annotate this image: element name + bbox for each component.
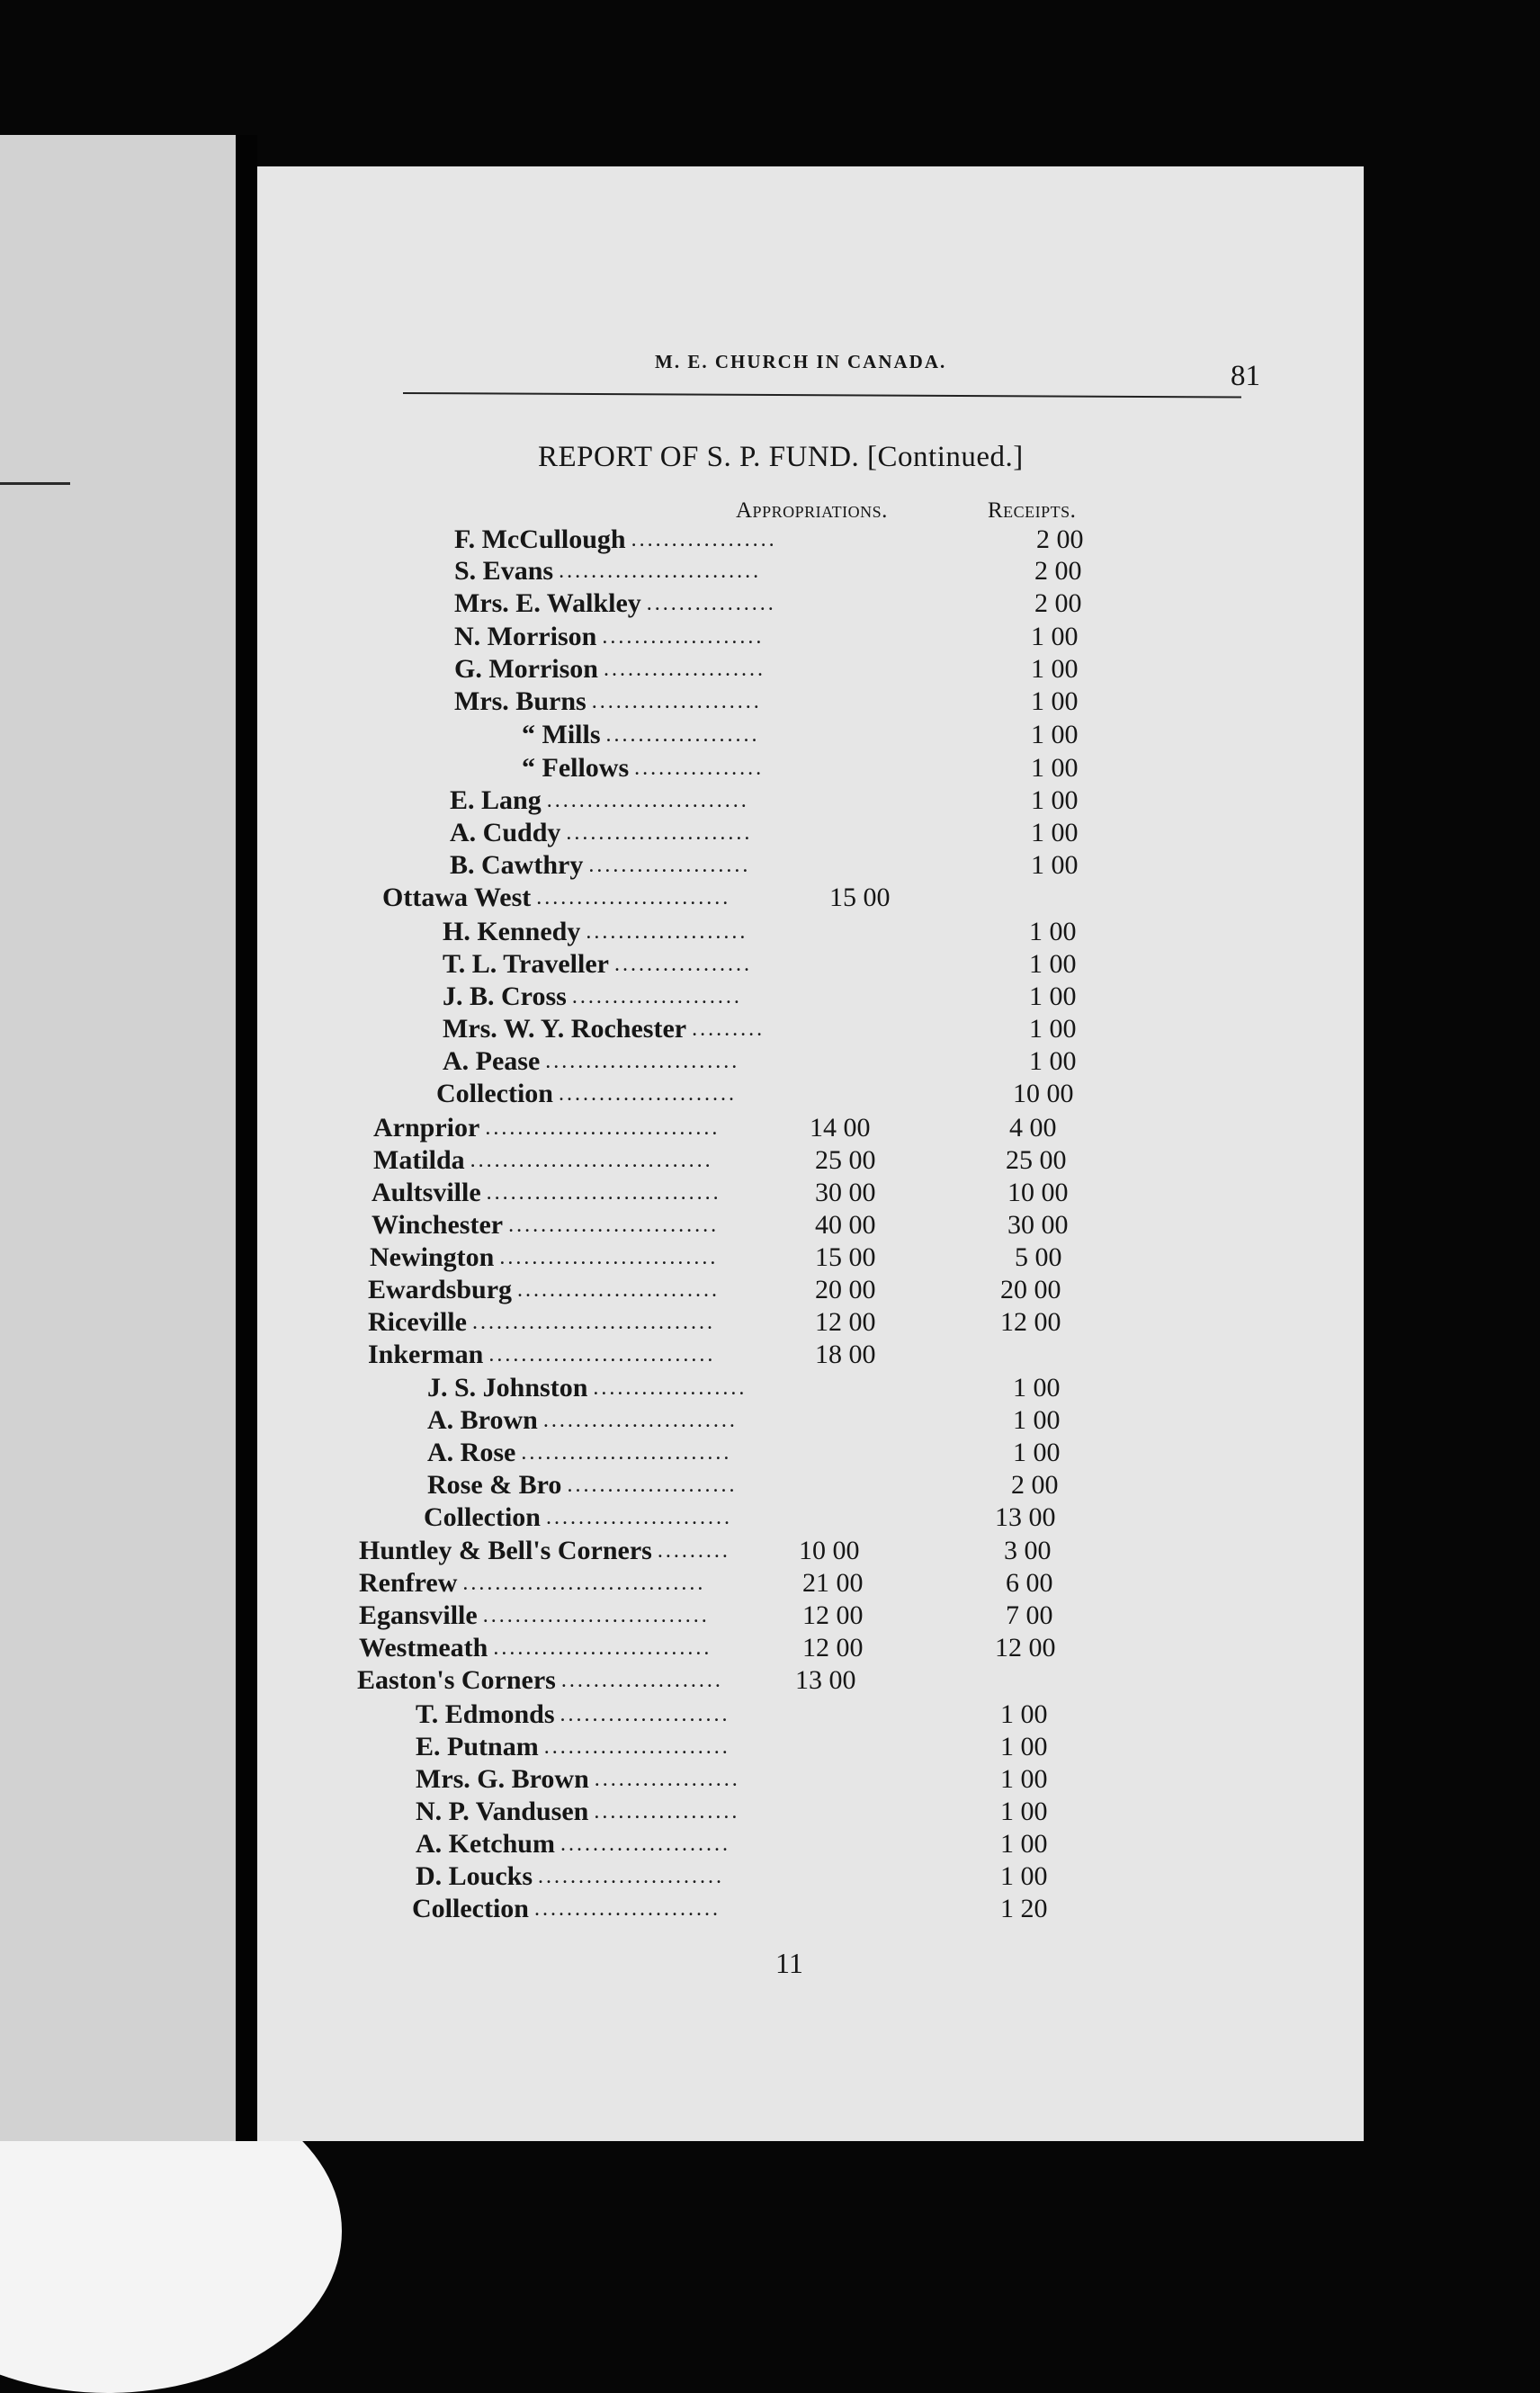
ledger-row — [0, 1112, 1169, 1144]
leader-dots: .............................. — [471, 1311, 715, 1334]
entry-name: “ Fellows — [522, 753, 630, 783]
entry-name: Inkerman — [368, 1340, 484, 1369]
ledger-row — [0, 981, 1169, 1013]
leader-dots: .............................. — [462, 1572, 706, 1595]
signature-mark: 11 — [775, 1947, 803, 1979]
ledger-row — [0, 1274, 1169, 1306]
ledger-row — [0, 1893, 1169, 1925]
entry-receipt: 1 00 — [1000, 1699, 1048, 1729]
entry-appropriation: 20 00 — [815, 1275, 876, 1304]
leader-dots: .................... — [602, 625, 765, 649]
leader-dots: ......................... — [517, 1278, 721, 1302]
leader-dots: ......................... — [559, 560, 762, 583]
ledger-row — [0, 1698, 1169, 1731]
entry-name: D. Loucks — [416, 1861, 533, 1891]
entry-name: A. Rose — [427, 1438, 516, 1467]
leader-dots: ....................... — [538, 1865, 725, 1888]
entry-name: Mrs. Burns — [454, 686, 586, 716]
entry-receipt: 12 00 — [1000, 1307, 1061, 1337]
ledger-row — [0, 686, 1169, 718]
leader-dots: ..................... — [560, 1703, 730, 1726]
entry-receipt: 1 00 — [1029, 1046, 1077, 1076]
leader-dots: ..................... — [571, 985, 742, 1008]
ledger-row — [0, 1664, 1169, 1697]
entry-appropriation: 18 00 — [815, 1340, 876, 1369]
entry-receipt: 10 00 — [1007, 1178, 1069, 1207]
entry-receipt: 1 00 — [1000, 1732, 1048, 1761]
entry-name: Collection — [412, 1894, 529, 1923]
ledger-row — [0, 916, 1169, 948]
entry-receipt: 1 00 — [1000, 1764, 1048, 1794]
entry-name: E. Lang — [450, 785, 542, 815]
leader-dots: ............................ — [482, 1604, 710, 1627]
ledger-row — [0, 1535, 1169, 1567]
entry-appropriation: 30 00 — [815, 1178, 876, 1207]
entry-receipt: 13 00 — [995, 1502, 1056, 1532]
leader-dots: .................... — [560, 1669, 723, 1692]
entry-name: A. Cuddy — [450, 818, 561, 847]
ledger-row — [0, 1144, 1169, 1177]
entry-name: Winchester — [372, 1210, 504, 1240]
leader-dots: ............................ — [488, 1343, 716, 1367]
ledger-row — [0, 1501, 1169, 1534]
entry-receipt: 2 00 — [1036, 524, 1084, 554]
entry-name: Mrs. W. Y. Rochester — [443, 1014, 687, 1044]
running-title: M. E. CHURCH IN CANADA. — [655, 351, 947, 372]
ledger-row — [0, 1469, 1169, 1501]
entry-receipt: 3 00 — [1004, 1536, 1052, 1565]
leader-dots: .......................... — [521, 1441, 732, 1465]
leader-dots: ..................... — [567, 1474, 738, 1497]
entry-receipt: 1 20 — [1000, 1894, 1048, 1923]
entry-name: T. L. Traveller — [443, 949, 609, 979]
entry-receipt: 25 00 — [1006, 1145, 1067, 1175]
ledger-row — [0, 621, 1169, 653]
leader-dots: .......................... — [508, 1214, 720, 1237]
entry-receipt: 1 00 — [1000, 1829, 1048, 1859]
entry-receipt: 20 00 — [1000, 1275, 1061, 1304]
leader-dots: ........................ — [542, 1409, 738, 1432]
leader-dots: ................... — [605, 723, 760, 747]
entry-appropriation: 12 00 — [815, 1307, 876, 1337]
leader-dots: .................. — [594, 1800, 740, 1824]
entry-name: Mrs. E. Walkley — [454, 588, 641, 618]
entry-name: T. Edmonds — [416, 1699, 555, 1729]
entry-name: Newington — [370, 1242, 495, 1272]
entry-name: Matilda — [373, 1145, 465, 1175]
entry-appropriation: 21 00 — [802, 1568, 864, 1598]
entry-appropriation: 12 00 — [802, 1600, 864, 1630]
entry-receipt: 1 00 — [1000, 1797, 1048, 1826]
entry-receipt: 1 00 — [1000, 1861, 1048, 1891]
ledger-row — [0, 524, 1169, 556]
entry-name: Westmeath — [359, 1633, 488, 1663]
ledger-row — [0, 1763, 1169, 1796]
entry-name: A. Brown — [427, 1405, 538, 1435]
leader-dots: ....................... — [566, 821, 753, 845]
entry-name: B. Cawthry — [450, 850, 584, 880]
entry-name: Huntley & Bell's Corners — [359, 1536, 652, 1565]
entry-name: N. P. Vandusen — [416, 1797, 589, 1826]
entry-appropriation: 25 00 — [815, 1145, 876, 1175]
entry-receipt: 10 00 — [1013, 1079, 1074, 1108]
entry-receipt: 1 00 — [1013, 1438, 1061, 1467]
leader-dots: .................. — [631, 528, 777, 551]
entry-name: Aultsville — [372, 1178, 481, 1207]
leader-dots: ............................. — [485, 1116, 721, 1140]
entry-receipt: 2 00 — [1034, 556, 1082, 586]
receipts-column-header: Receipts. — [988, 498, 1077, 523]
entry-receipt: 1 00 — [1029, 981, 1077, 1011]
facing-page-rule — [0, 482, 70, 485]
entry-appropriation: 40 00 — [815, 1210, 876, 1240]
leader-dots: ........................ — [545, 1050, 740, 1073]
ledger-row — [0, 882, 1169, 914]
entry-name: Easton's Corners — [357, 1665, 556, 1695]
leader-dots: ................. — [613, 953, 752, 976]
entry-name: Ewardsburg — [368, 1275, 513, 1304]
ledger-row — [0, 587, 1169, 620]
entry-receipt: 1 00 — [1013, 1405, 1061, 1435]
entry-name: Rose & Bro — [427, 1470, 562, 1500]
leader-dots: .................... — [586, 920, 748, 944]
ledger-row — [0, 1241, 1169, 1274]
entry-name: J. S. Johnston — [427, 1373, 588, 1403]
entry-name: Riceville — [368, 1307, 467, 1337]
entry-name: Renfrew — [359, 1568, 458, 1598]
entry-appropriation: 15 00 — [829, 883, 891, 912]
report-title: REPORT OF S. P. FUND. [Continued.] — [538, 441, 1024, 473]
entry-name: Collection — [424, 1502, 541, 1532]
entry-name: H. Kennedy — [443, 917, 581, 946]
ledger-row — [0, 948, 1169, 981]
leader-dots: ..................... — [591, 690, 762, 713]
entry-name: Arnprior — [373, 1113, 480, 1143]
entry-name: N. Morrison — [454, 622, 597, 651]
leader-dots: ...................... — [558, 1082, 737, 1106]
entry-receipt: 1 00 — [1013, 1373, 1061, 1403]
ledger-row — [0, 849, 1169, 882]
entry-name: A. Ketchum — [416, 1829, 555, 1859]
entry-name: A. Pease — [443, 1046, 541, 1076]
leader-dots: ........................... — [493, 1636, 712, 1660]
entry-name: Egansville — [359, 1600, 478, 1630]
leader-dots: ................... — [593, 1376, 748, 1400]
ledger-row — [0, 1339, 1169, 1371]
entry-receipt: 2 00 — [1011, 1470, 1059, 1500]
entry-receipt: 1 00 — [1031, 818, 1079, 847]
ledger-row — [0, 784, 1169, 817]
entry-receipt: 1 00 — [1031, 686, 1079, 716]
entry-name: “ Mills — [522, 720, 601, 749]
entry-appropriation: 12 00 — [802, 1633, 864, 1663]
entry-receipt: 6 00 — [1006, 1568, 1053, 1598]
leader-dots: ................ — [634, 757, 765, 780]
entry-receipt: 1 00 — [1031, 850, 1079, 880]
ledger-row — [0, 1404, 1169, 1437]
leader-dots: ....................... — [543, 1735, 730, 1759]
leader-dots: .................... — [603, 658, 766, 681]
leader-dots: .................... — [588, 854, 751, 877]
entry-name: E. Putnam — [416, 1732, 539, 1761]
entry-receipt: 1 00 — [1031, 654, 1079, 684]
entry-receipt: 1 00 — [1029, 1014, 1077, 1044]
entry-receipt: 1 00 — [1029, 949, 1077, 979]
ledger-row — [0, 1860, 1169, 1893]
ledger-row — [0, 1437, 1169, 1469]
ledger-row — [0, 1045, 1169, 1078]
ledger-row — [0, 653, 1169, 686]
entry-receipt: 7 00 — [1006, 1600, 1053, 1630]
entry-name: S. Evans — [454, 556, 554, 586]
entry-appropriation: 14 00 — [810, 1113, 871, 1143]
appropriations-column-header: Appropriations. — [736, 498, 888, 523]
entry-receipt: 1 00 — [1031, 622, 1079, 651]
page-number: 81 — [1231, 360, 1260, 392]
entry-name: F. McCullough — [454, 524, 626, 554]
ledger-row — [0, 555, 1169, 587]
entry-receipt: 1 00 — [1031, 785, 1079, 815]
entry-receipt: 30 00 — [1007, 1210, 1069, 1240]
ledger-row — [0, 1372, 1169, 1404]
ledger-row — [0, 1731, 1169, 1763]
ledger-row — [0, 1306, 1169, 1339]
entry-name: Ottawa West — [382, 883, 532, 912]
entry-name: G. Morrison — [454, 654, 598, 684]
ledger-row — [0, 1600, 1169, 1632]
ledger-row — [0, 1013, 1169, 1045]
ledger-row — [0, 1078, 1169, 1110]
leader-dots: ........................ — [536, 886, 731, 910]
ledger-row — [0, 1796, 1169, 1828]
entry-name: J. B. Cross — [443, 981, 567, 1011]
leader-dots: .............................. — [470, 1149, 713, 1172]
ledger-row — [0, 719, 1169, 751]
ledger-row — [0, 1632, 1169, 1664]
entry-receipt: 2 00 — [1034, 588, 1082, 618]
entry-appropriation: 10 00 — [799, 1536, 860, 1565]
entry-receipt: 4 00 — [1009, 1113, 1057, 1143]
ledger-row — [0, 1209, 1169, 1241]
ledger-row — [0, 752, 1169, 784]
leader-dots: .................. — [594, 1768, 740, 1791]
ledger-row — [0, 1567, 1169, 1600]
entry-name: Mrs. G. Brown — [416, 1764, 589, 1794]
leader-dots: ......... — [692, 1017, 766, 1041]
leader-dots: ................ — [646, 592, 776, 615]
ledger-row — [0, 1177, 1169, 1209]
entry-name: Collection — [436, 1079, 553, 1108]
entry-receipt: 1 00 — [1031, 753, 1079, 783]
entry-receipt: 5 00 — [1015, 1242, 1062, 1272]
ledger-row — [0, 1828, 1169, 1860]
leader-dots: ............................. — [486, 1181, 721, 1205]
leader-dots: ....................... — [533, 1897, 721, 1921]
entry-receipt: 1 00 — [1029, 917, 1077, 946]
leader-dots: ....................... — [545, 1506, 732, 1529]
entry-appropriation: 15 00 — [815, 1242, 876, 1272]
ledger-row — [0, 817, 1169, 849]
entry-appropriation: 13 00 — [795, 1665, 856, 1695]
entry-receipt: 1 00 — [1031, 720, 1079, 749]
leader-dots: ..................... — [560, 1833, 730, 1856]
leader-dots: ......................... — [546, 789, 749, 812]
leader-dots: ......... — [657, 1539, 730, 1563]
entry-receipt: 12 00 — [995, 1633, 1056, 1663]
leader-dots: ........................... — [499, 1246, 719, 1269]
